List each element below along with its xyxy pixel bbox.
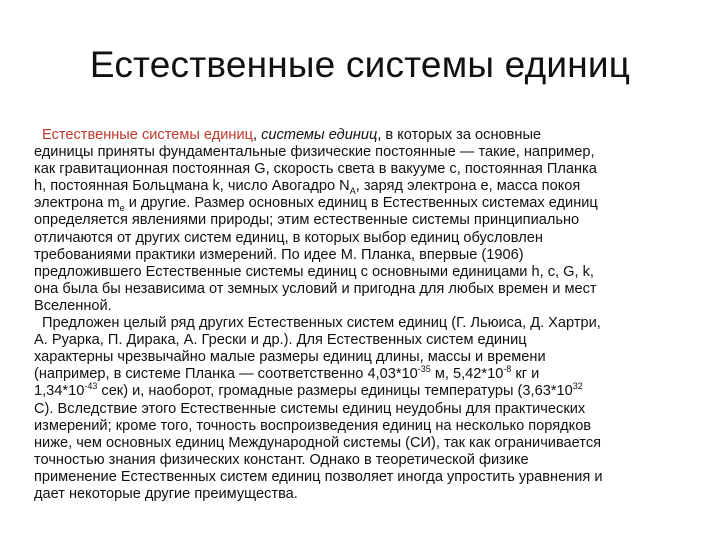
superscript: -43 bbox=[84, 381, 98, 392]
body-text bbox=[34, 127, 692, 503]
paragraph-1-line: предложившего Естественные системы единиц с основными единицами h, с, G, k, bbox=[34, 263, 594, 280]
paragraph-2-line: характерны чрезвычайно малые размеры единиц длины, массы и времени bbox=[34, 349, 546, 366]
text-span: и другие. Размер основных единиц в Естественных системах единиц bbox=[124, 195, 598, 212]
paragraph-2-line: применение Естественных систем единиц позволяет иногда упростить уравнения и bbox=[34, 468, 603, 485]
paragraph-1-line bbox=[34, 127, 692, 144]
paragraph-1-line: Вселенной. bbox=[34, 297, 112, 314]
paragraph-1-line: как гравитационная постоянная G, скорость света в вакууме с, постоянная Планка bbox=[34, 161, 597, 178]
text-span: электрона m bbox=[34, 195, 120, 212]
text-span: кг и bbox=[511, 366, 540, 383]
text-span: 1,34*10 bbox=[34, 383, 85, 400]
text-span: , в которых за основные bbox=[377, 127, 542, 143]
paragraph-1-line bbox=[34, 195, 692, 212]
paragraph-1-line: требованиями практики измерений. По идее М. Планка, впервые (1906) bbox=[34, 246, 524, 263]
slide-title: Естественные системы единиц bbox=[89, 44, 631, 85]
paragraph-1-line: она была бы независима от земных условий и пригодна для любых времен и мест bbox=[34, 280, 597, 297]
paragraph-1-line bbox=[34, 178, 692, 195]
paragraph-2-line: С). Вследствие этого Естественные системы единиц неудобны для практических bbox=[34, 400, 586, 417]
text-span: м, 5,42*10 bbox=[430, 366, 504, 383]
superscript: 32 bbox=[572, 381, 583, 392]
paragraph-2-line: дает некоторые другие преимущества. bbox=[34, 485, 298, 502]
paragraph-2-line: Предложен целый ряд других Естественных систем единиц (Г. Льюиса, Д. Хартри, bbox=[42, 315, 601, 332]
paragraph-1-line: определяется явлениями природы; этим естественные системы принципиально bbox=[34, 212, 580, 229]
paragraph-1-line: отличаются от других систем единиц, в которых выбор единиц обусловлен bbox=[34, 229, 543, 246]
text-span: , заряд электрона е, масса покоя bbox=[355, 178, 581, 195]
paragraph-2-line: измерений; кроме того, точность воспроизведения единиц на несколько порядков bbox=[34, 417, 592, 434]
paragraph-2-line bbox=[34, 366, 692, 383]
text-span: h, постоянная Больцмана k, число Авогадро N bbox=[34, 178, 350, 195]
subscript: A bbox=[349, 186, 356, 197]
paragraph-2-line bbox=[34, 383, 692, 400]
text-span: (например, в системе Планка — соответственно 4,03*10 bbox=[34, 366, 418, 383]
term-italic: системы единиц bbox=[261, 127, 378, 143]
text-span: , bbox=[252, 127, 262, 143]
paragraph-2-line: точностью знания физических констант. Однако в теоретической физике bbox=[34, 451, 529, 468]
text-span: сек) и, наоборот, громадные размеры единицы температуры (3,63*10 bbox=[97, 383, 573, 400]
paragraph-2-line: ниже, чем основных единиц Международной системы (СИ), так как ограничивается bbox=[34, 434, 602, 451]
paragraph-2-line: А. Руарка, П. Дирака, А. Грески и др.). Для Естественных систем единиц bbox=[34, 332, 527, 349]
subscript: e bbox=[119, 203, 125, 214]
superscript: -8 bbox=[503, 364, 512, 375]
paragraph-1-line: единицы приняты фундаментальные физические постоянные — такие, например, bbox=[34, 144, 595, 161]
superscript: -35 bbox=[417, 364, 431, 375]
term-highlight: Естественные системы единиц bbox=[42, 127, 253, 143]
